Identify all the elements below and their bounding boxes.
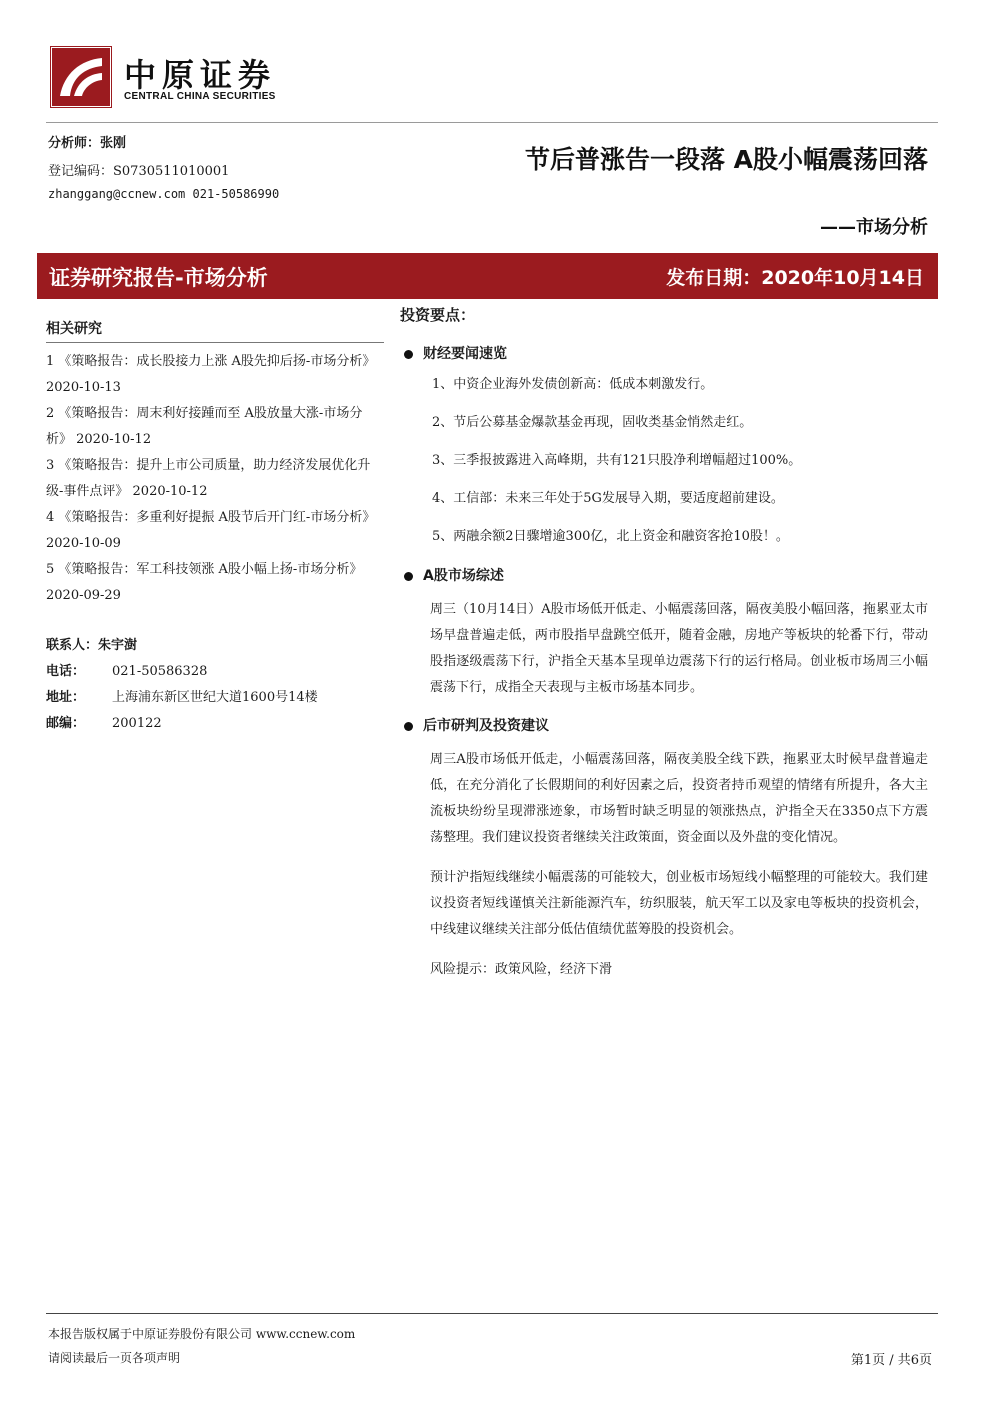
address-label: 地址： [46,690,86,705]
footer-rule [46,1313,938,1314]
main-content [400,304,928,997]
news-item: 4、工信部：未来三年处于5G发展导入期，要适度超前建设。 [432,491,784,506]
section-title-outlook: 后市研判及投资建议 [404,715,928,735]
news-list [432,375,928,547]
outlook-paragraph: 预计沪指短线继续小幅震荡的可能较大，创业板市场短线小幅整理的可能较大。我们建议投资者短线谨慎关注新能源汽车，纺织服装，航天军工以及家电等板块的投资机会，中线建议继续关注部分低估值绩优蓝筹股的投资机会。 [430,870,928,937]
related-item: 5 《策略报告：军工科技领涨 A股小幅上扬-市场分析》 2020-09-29 [46,562,363,603]
related-item: 3 《策略报告：提升上市公司质量，助力经济发展优化升级-事件点评》 2020-10-12 [46,458,371,499]
company-logo-icon [50,46,112,108]
analyst-registration: 登记编码：S0730511010001 [48,164,230,179]
banner-publish-date: 发布日期：2020年10月14日 [666,267,924,289]
zip-label: 邮编： [46,716,86,731]
footer-copyright: 本报告版权属于中原证券股份有限公司 www.ccnew.com [48,1327,356,1341]
bullet-icon [404,722,413,731]
report-subtitle: ——市场分析 [820,217,928,238]
section-title-market-review: A股市场综述 [404,565,928,585]
report-banner [37,253,938,299]
brand-name-cn: 中原证券 [124,56,277,94]
related-item: 4 《策略报告：多重利好提振 A股节后开门红-市场分析》 2020-10-09 [46,510,376,551]
banner-category: 证券研究报告-市场分析 [49,266,268,290]
related-item: 2 《策略报告：周末利好接踵而至 A股放量大涨-市场分析》 2020-10-12 [46,406,363,447]
outlook-paragraph: 周三A股市场低开低走，小幅震荡回落，隔夜美股全线下跌，拖累亚太时候早盘普遍走低，在充分消化了长假期间的利好因素之后，投资者持币观望的情绪有所提升，各大主流板块纷纷呈现滞涨迹象，市场暂时缺乏明显的领涨热点，沪指全天在3350点下方震荡整理。我们建议投资者继续关注政策面，资金面以及外盘的变化情况。 [430,752,928,845]
analyst-contact: zhanggang@ccnew.com 021-50586990 [48,187,280,201]
footer-disclaimer: 请阅读最后一页各项声明 [48,1351,181,1365]
bullet-icon [404,572,413,581]
risk-note: 风险提示：政策风险，经济下滑 [430,962,613,977]
address-value: 上海浦东新区世纪大道1600号14楼 [112,690,318,705]
header-rule [46,122,938,123]
related-item: 1 《策略报告：成长股接力上涨 A股先抑后扬-市场分析》 2020-10-13 [46,354,376,395]
bullet-icon [404,350,413,359]
news-item: 3、三季报披露进入高峰期，共有121只股净利增幅超过100%。 [432,453,802,468]
phone-label: 电话： [46,664,86,679]
contact-person: 联系人：朱宇澍 [46,638,138,653]
phone-value: 021-50586328 [112,664,208,679]
brand-name-en: CENTRAL CHINA SECURITIES [124,91,276,102]
analyst-name: 分析师：张刚 [48,136,127,151]
section-title-news: 财经要闻速览 [404,343,928,363]
zip-value: 200122 [112,716,162,731]
news-item: 5、两融余额2日骤增逾300亿，北上资金和融资客抢10股！。 [432,529,789,544]
investment-highlights-heading: 投资要点： [400,306,476,324]
contact-block [46,633,384,737]
report-title: 节后普涨告一段落 A股小幅震荡回落 [524,145,928,174]
news-item: 2、节后公募基金爆款基金再现，固收类基金悄然走红。 [432,415,753,430]
sidebar [46,318,384,737]
news-item: 1、中资企业海外发债创新高：低成本刺激发行。 [432,377,714,392]
page-number: 第1页 / 共6页 [850,1353,932,1368]
related-research-heading: 相关研究 [46,318,384,343]
market-review-paragraph: 周三（10月14日）A股市场低开低走、小幅震荡回落，隔夜美股小幅回落，拖累亚太市场早盘普遍走低，两市股指早盘跳空低开，随着金融，房地产等板块的轮番下行，带动股指逐级震荡下行，沪指全天基本呈现单边震荡下行的运行格局。创业板市场周三小幅震荡下行，成指全天表现与主板市场基本同步。 [430,602,928,695]
